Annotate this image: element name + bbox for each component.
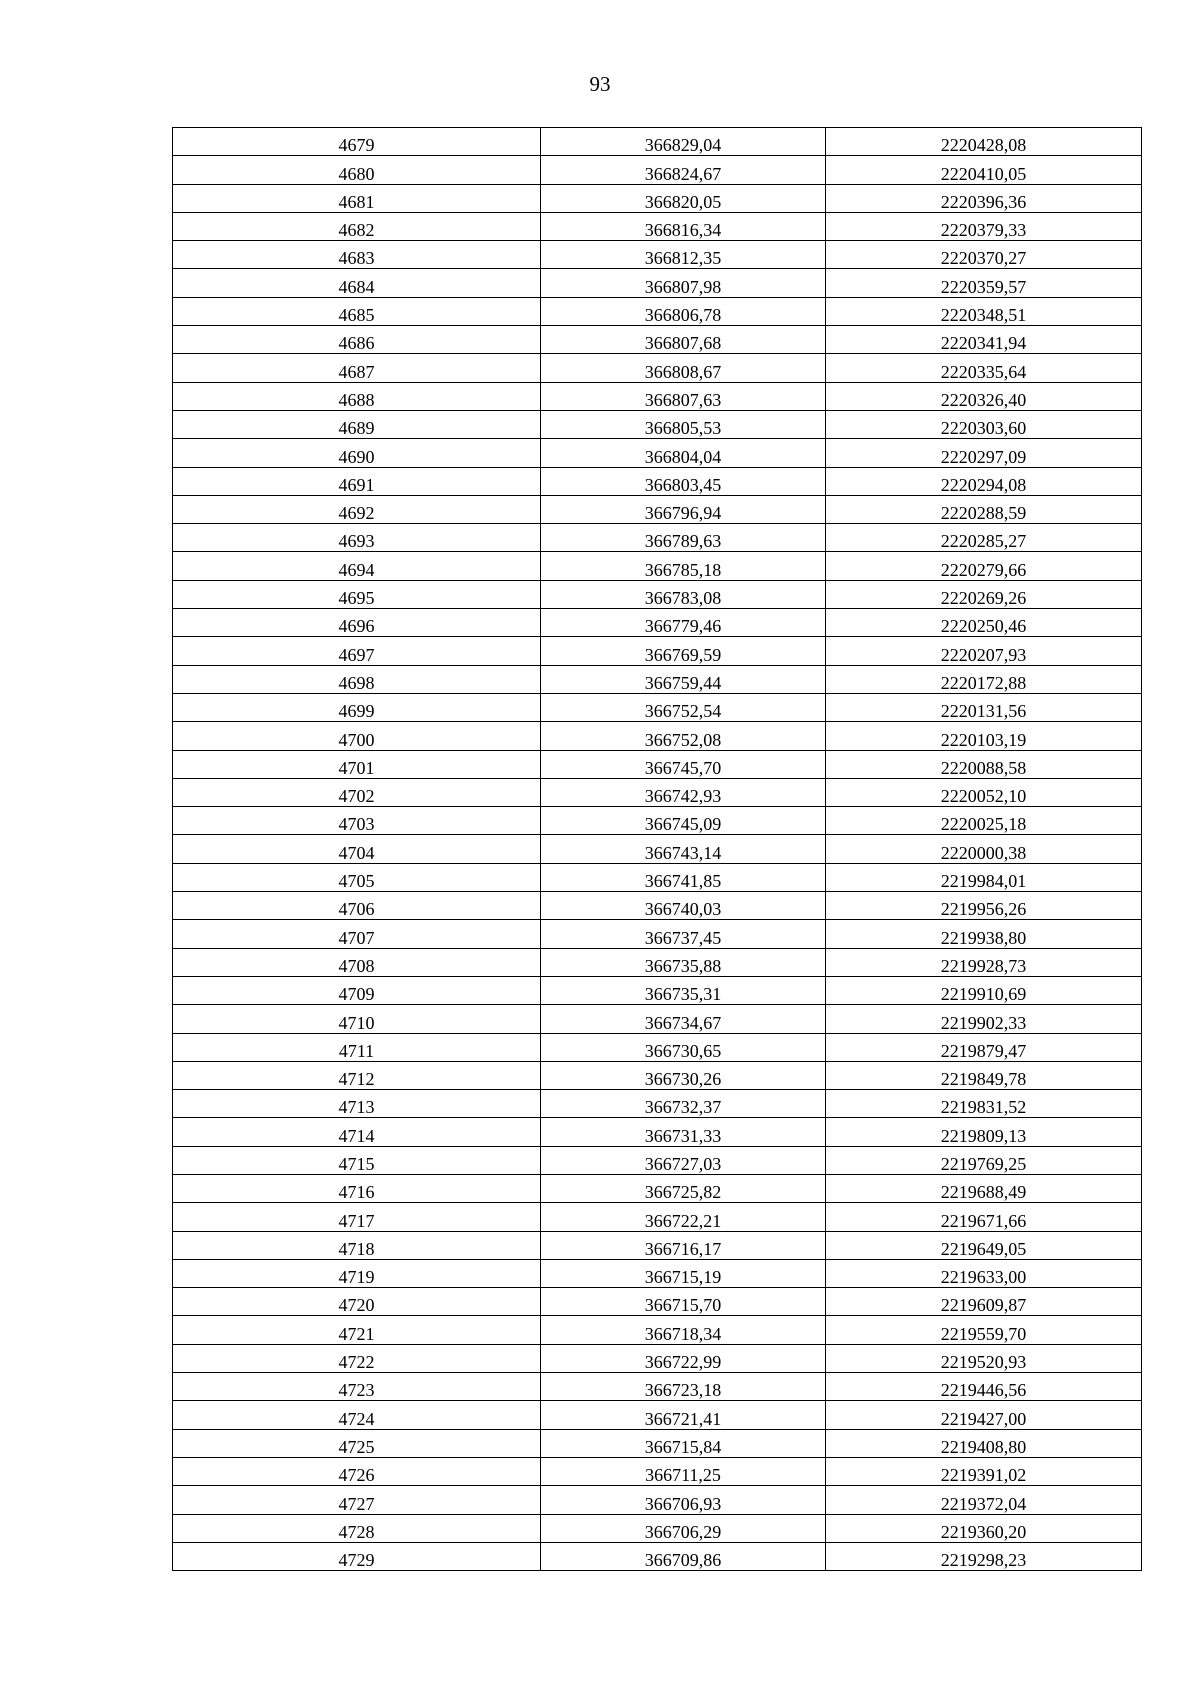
y-coordinate-cell: 2219849,78: [826, 1061, 1142, 1089]
x-coordinate-cell: 366721,41: [541, 1401, 826, 1429]
y-coordinate-cell: 2220288,59: [826, 495, 1142, 523]
point-number-cell: 4711: [173, 1033, 541, 1061]
point-number-cell: 4708: [173, 948, 541, 976]
table-row: [173, 807, 1142, 835]
x-coordinate-cell: 366731,33: [541, 1118, 826, 1146]
x-coordinate-cell: 366706,29: [541, 1514, 826, 1542]
table-row: [173, 722, 1142, 750]
point-number-cell: 4697: [173, 637, 541, 665]
x-coordinate-cell: 366816,34: [541, 212, 826, 240]
table-row: [173, 184, 1142, 212]
table-row: [173, 976, 1142, 1004]
table-row: [173, 1429, 1142, 1457]
y-coordinate-cell: 2219938,80: [826, 920, 1142, 948]
point-number-cell: 4695: [173, 580, 541, 608]
y-coordinate-cell: 2220341,94: [826, 326, 1142, 354]
point-number-cell: 4726: [173, 1457, 541, 1485]
point-number-cell: 4682: [173, 212, 541, 240]
x-coordinate-cell: 366741,85: [541, 863, 826, 891]
table-row: [173, 1174, 1142, 1202]
y-coordinate-cell: 2219649,05: [826, 1231, 1142, 1259]
y-coordinate-cell: 2220303,60: [826, 410, 1142, 438]
y-coordinate-cell: 2219910,69: [826, 976, 1142, 1004]
x-coordinate-cell: 366730,26: [541, 1061, 826, 1089]
x-coordinate-cell: 366785,18: [541, 552, 826, 580]
point-number-cell: 4727: [173, 1486, 541, 1514]
point-number-cell: 4703: [173, 807, 541, 835]
page-number: 93: [589, 72, 611, 96]
x-coordinate-cell: 366722,99: [541, 1344, 826, 1372]
x-coordinate-cell: 366759,44: [541, 665, 826, 693]
y-coordinate-cell: 2219360,20: [826, 1514, 1142, 1542]
y-coordinate-cell: 2219831,52: [826, 1090, 1142, 1118]
point-number-cell: 4712: [173, 1061, 541, 1089]
x-coordinate-cell: 366737,45: [541, 920, 826, 948]
table-row: [173, 693, 1142, 721]
table-row: [173, 156, 1142, 184]
table-row: [173, 580, 1142, 608]
point-number-cell: 4681: [173, 184, 541, 212]
table-row: [173, 1259, 1142, 1287]
x-coordinate-cell: 366805,53: [541, 410, 826, 438]
x-coordinate-cell: 366804,04: [541, 439, 826, 467]
point-number-cell: 4721: [173, 1316, 541, 1344]
point-number-cell: 4686: [173, 326, 541, 354]
x-coordinate-cell: 366807,63: [541, 382, 826, 410]
y-coordinate-cell: 2220348,51: [826, 297, 1142, 325]
point-number-cell: 4707: [173, 920, 541, 948]
table-row: [173, 1344, 1142, 1372]
table-row: [173, 1457, 1142, 1485]
x-coordinate-cell: 366812,35: [541, 241, 826, 269]
point-number-cell: 4729: [173, 1542, 541, 1570]
y-coordinate-cell: 2219609,87: [826, 1288, 1142, 1316]
point-number-cell: 4701: [173, 750, 541, 778]
coordinates-table-body: [173, 128, 1142, 1571]
table-row: [173, 1005, 1142, 1033]
point-number-cell: 4687: [173, 354, 541, 382]
x-coordinate-cell: 366745,09: [541, 807, 826, 835]
x-coordinate-cell: 366735,31: [541, 976, 826, 1004]
table-row: [173, 326, 1142, 354]
x-coordinate-cell: 366722,21: [541, 1203, 826, 1231]
table-row: [173, 382, 1142, 410]
point-number-cell: 4714: [173, 1118, 541, 1146]
point-number-cell: 4684: [173, 269, 541, 297]
x-coordinate-cell: 366824,67: [541, 156, 826, 184]
y-coordinate-cell: 2219391,02: [826, 1457, 1142, 1485]
point-number-cell: 4692: [173, 495, 541, 523]
point-number-cell: 4685: [173, 297, 541, 325]
table-row: [173, 1486, 1142, 1514]
point-number-cell: 4710: [173, 1005, 541, 1033]
y-coordinate-cell: 2220000,38: [826, 835, 1142, 863]
table-row: [173, 778, 1142, 806]
x-coordinate-cell: 366740,03: [541, 892, 826, 920]
x-coordinate-cell: 366735,88: [541, 948, 826, 976]
x-coordinate-cell: 366709,86: [541, 1542, 826, 1570]
point-number-cell: 4698: [173, 665, 541, 693]
y-coordinate-cell: 2220428,08: [826, 128, 1142, 156]
x-coordinate-cell: 366808,67: [541, 354, 826, 382]
x-coordinate-cell: 366725,82: [541, 1174, 826, 1202]
y-coordinate-cell: 2220396,36: [826, 184, 1142, 212]
coordinates-table: [172, 127, 1142, 1571]
x-coordinate-cell: 366779,46: [541, 609, 826, 637]
table-row: [173, 609, 1142, 637]
point-number-cell: 4696: [173, 609, 541, 637]
y-coordinate-cell: 2220370,27: [826, 241, 1142, 269]
y-coordinate-cell: 2219956,26: [826, 892, 1142, 920]
table-row: [173, 128, 1142, 156]
table-row: [173, 467, 1142, 495]
x-coordinate-cell: 366727,03: [541, 1146, 826, 1174]
table-row: [173, 1542, 1142, 1570]
point-number-cell: 4683: [173, 241, 541, 269]
y-coordinate-cell: 2220269,26: [826, 580, 1142, 608]
y-coordinate-cell: 2220131,56: [826, 693, 1142, 721]
y-coordinate-cell: 2220410,05: [826, 156, 1142, 184]
table-row: [173, 439, 1142, 467]
y-coordinate-cell: 2219372,04: [826, 1486, 1142, 1514]
point-number-cell: 4689: [173, 410, 541, 438]
point-number-cell: 4728: [173, 1514, 541, 1542]
y-coordinate-cell: 2220052,10: [826, 778, 1142, 806]
y-coordinate-cell: 2219809,13: [826, 1118, 1142, 1146]
y-coordinate-cell: 2219902,33: [826, 1005, 1142, 1033]
y-coordinate-cell: 2220172,88: [826, 665, 1142, 693]
y-coordinate-cell: 2220250,46: [826, 609, 1142, 637]
table-row: [173, 892, 1142, 920]
table-row: [173, 1061, 1142, 1089]
x-coordinate-cell: 366715,70: [541, 1288, 826, 1316]
y-coordinate-cell: 2219928,73: [826, 948, 1142, 976]
table-row: [173, 750, 1142, 778]
point-number-cell: 4724: [173, 1401, 541, 1429]
point-number-cell: 4725: [173, 1429, 541, 1457]
table-row: [173, 1203, 1142, 1231]
table-row: [173, 1514, 1142, 1542]
table-row: [173, 212, 1142, 240]
y-coordinate-cell: 2219446,56: [826, 1373, 1142, 1401]
x-coordinate-cell: 366803,45: [541, 467, 826, 495]
y-coordinate-cell: 2220379,33: [826, 212, 1142, 240]
y-coordinate-cell: 2219688,49: [826, 1174, 1142, 1202]
y-coordinate-cell: 2220103,19: [826, 722, 1142, 750]
y-coordinate-cell: 2220207,93: [826, 637, 1142, 665]
point-number-cell: 4688: [173, 382, 541, 410]
point-number-cell: 4723: [173, 1373, 541, 1401]
point-number-cell: 4690: [173, 439, 541, 467]
y-coordinate-cell: 2219520,93: [826, 1344, 1142, 1372]
table-row: [173, 835, 1142, 863]
x-coordinate-cell: 366820,05: [541, 184, 826, 212]
x-coordinate-cell: 366718,34: [541, 1316, 826, 1344]
table-row: [173, 665, 1142, 693]
point-number-cell: 4680: [173, 156, 541, 184]
x-coordinate-cell: 366711,25: [541, 1457, 826, 1485]
point-number-cell: 4699: [173, 693, 541, 721]
point-number-cell: 4718: [173, 1231, 541, 1259]
y-coordinate-cell: 2220279,66: [826, 552, 1142, 580]
y-coordinate-cell: 2219408,80: [826, 1429, 1142, 1457]
table-row: [173, 354, 1142, 382]
table-row: [173, 1288, 1142, 1316]
x-coordinate-cell: 366807,98: [541, 269, 826, 297]
x-coordinate-cell: 366752,54: [541, 693, 826, 721]
y-coordinate-cell: 2219559,70: [826, 1316, 1142, 1344]
y-coordinate-cell: 2219298,23: [826, 1542, 1142, 1570]
x-coordinate-cell: 366706,93: [541, 1486, 826, 1514]
point-number-cell: 4706: [173, 892, 541, 920]
table-row: [173, 1033, 1142, 1061]
x-coordinate-cell: 366769,59: [541, 637, 826, 665]
table-row: [173, 1231, 1142, 1259]
y-coordinate-cell: 2220297,09: [826, 439, 1142, 467]
y-coordinate-cell: 2219984,01: [826, 863, 1142, 891]
table-row: [173, 1316, 1142, 1344]
y-coordinate-cell: 2219769,25: [826, 1146, 1142, 1174]
point-number-cell: 4700: [173, 722, 541, 750]
x-coordinate-cell: 366783,08: [541, 580, 826, 608]
point-number-cell: 4693: [173, 524, 541, 552]
y-coordinate-cell: 2219879,47: [826, 1033, 1142, 1061]
table-row: [173, 1401, 1142, 1429]
point-number-cell: 4679: [173, 128, 541, 156]
point-number-cell: 4719: [173, 1259, 541, 1287]
point-number-cell: 4694: [173, 552, 541, 580]
x-coordinate-cell: 366829,04: [541, 128, 826, 156]
x-coordinate-cell: 366723,18: [541, 1373, 826, 1401]
x-coordinate-cell: 366743,14: [541, 835, 826, 863]
y-coordinate-cell: 2220294,08: [826, 467, 1142, 495]
x-coordinate-cell: 366734,67: [541, 1005, 826, 1033]
point-number-cell: 4715: [173, 1146, 541, 1174]
x-coordinate-cell: 366796,94: [541, 495, 826, 523]
x-coordinate-cell: 366742,93: [541, 778, 826, 806]
y-coordinate-cell: 2219633,00: [826, 1259, 1142, 1287]
x-coordinate-cell: 366716,17: [541, 1231, 826, 1259]
point-number-cell: 4722: [173, 1344, 541, 1372]
x-coordinate-cell: 366806,78: [541, 297, 826, 325]
table-row: [173, 495, 1142, 523]
x-coordinate-cell: 366715,84: [541, 1429, 826, 1457]
table-row: [173, 948, 1142, 976]
point-number-cell: 4720: [173, 1288, 541, 1316]
y-coordinate-cell: 2220025,18: [826, 807, 1142, 835]
x-coordinate-cell: 366745,70: [541, 750, 826, 778]
table-row: [173, 863, 1142, 891]
y-coordinate-cell: 2220285,27: [826, 524, 1142, 552]
table-row: [173, 297, 1142, 325]
point-number-cell: 4716: [173, 1174, 541, 1202]
table-row: [173, 410, 1142, 438]
y-coordinate-cell: 2220335,64: [826, 354, 1142, 382]
table-row: [173, 1090, 1142, 1118]
point-number-cell: 4713: [173, 1090, 541, 1118]
table-row: [173, 524, 1142, 552]
x-coordinate-cell: 366730,65: [541, 1033, 826, 1061]
x-coordinate-cell: 366789,63: [541, 524, 826, 552]
table-row: [173, 1118, 1142, 1146]
table-row: [173, 1373, 1142, 1401]
x-coordinate-cell: 366715,19: [541, 1259, 826, 1287]
point-number-cell: 4702: [173, 778, 541, 806]
x-coordinate-cell: 366752,08: [541, 722, 826, 750]
point-number-cell: 4705: [173, 863, 541, 891]
table-row: [173, 1146, 1142, 1174]
table-row: [173, 637, 1142, 665]
table-row: [173, 269, 1142, 297]
table-row: [173, 552, 1142, 580]
table-row: [173, 241, 1142, 269]
point-number-cell: 4717: [173, 1203, 541, 1231]
y-coordinate-cell: 2219671,66: [826, 1203, 1142, 1231]
y-coordinate-cell: 2219427,00: [826, 1401, 1142, 1429]
y-coordinate-cell: 2220088,58: [826, 750, 1142, 778]
point-number-cell: 4709: [173, 976, 541, 1004]
x-coordinate-cell: 366807,68: [541, 326, 826, 354]
y-coordinate-cell: 2220359,57: [826, 269, 1142, 297]
point-number-cell: 4704: [173, 835, 541, 863]
table-row: [173, 920, 1142, 948]
y-coordinate-cell: 2220326,40: [826, 382, 1142, 410]
x-coordinate-cell: 366732,37: [541, 1090, 826, 1118]
point-number-cell: 4691: [173, 467, 541, 495]
